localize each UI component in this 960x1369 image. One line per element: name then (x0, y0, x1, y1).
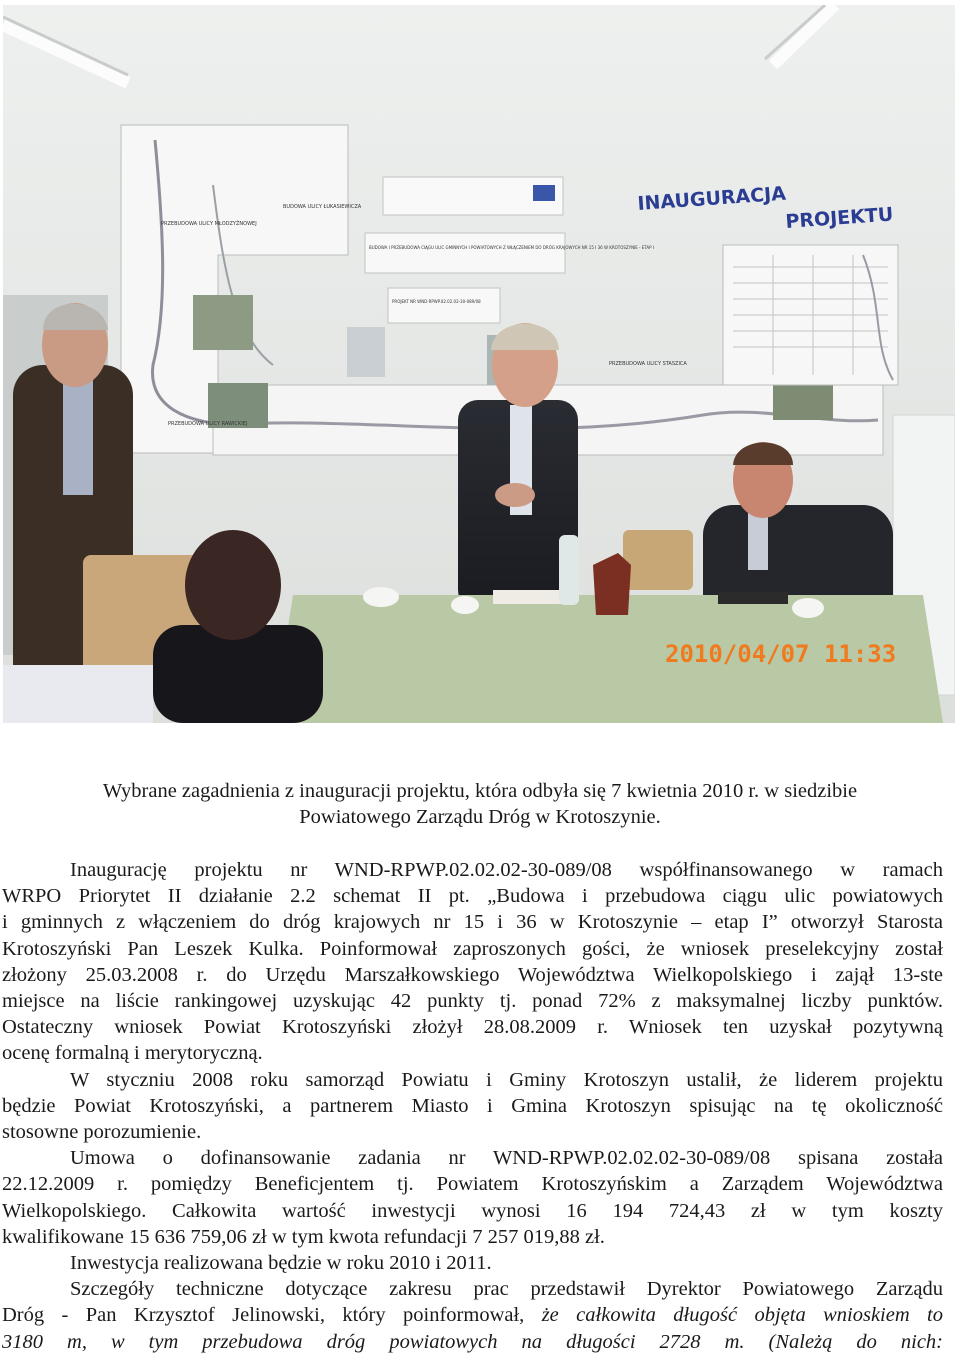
text-line: miejsce na liście rankingowej uzyskując 42 punkty tj. ponad 72% z maksymalnej liczby punktów. (2, 990, 943, 1013)
street-label-mlodzyznowej: PRZEBUDOWA ULICY MŁODZYŻNOWEJ (161, 221, 257, 227)
event-photo (3, 5, 955, 723)
text-line: Umowa o dofinansowanie zadania nr WND-RPWP.02.02.02-30-089/08 spisana została (70, 1147, 943, 1170)
text-line: Inaugurację projektu nr WND-RPWP.02.02.02-30-089/08 współfinansowanego w ramach (70, 859, 943, 881)
photo-timestamp: 2010/04/07 11:33 (665, 640, 897, 668)
cup (451, 596, 479, 614)
wall-title-2: PROJEKTU (784, 203, 894, 233)
text-line: WRPO Priorytet II działanie 2.2 schemat II pt. „Budowa i przebudowa ciągu ulic powiatowych (2, 885, 943, 908)
thumbnail-photo (347, 327, 385, 377)
text-line: ocenę formalną i merytoryczną. (2, 1042, 263, 1065)
text-line (2, 1302, 943, 1328)
eu-flag (533, 185, 555, 201)
text-line: Wielkopolskiego. Całkowita wartość inwestycji wynosi 16 194 724,43 zł w tym koszty (2, 1199, 943, 1222)
wall-title-1: INAUGURACJA (636, 182, 787, 215)
street-label-rawickiej: PRZEBUDOWA ULICY RAWICKIEJ (168, 421, 248, 427)
text-line: Inwestycja realizowana będzie w roku 2010 i 2011. (70, 1252, 492, 1275)
chair (623, 530, 693, 590)
project-header-sheet (365, 233, 565, 273)
caption-line-2: Powiatowego Zarządu Dróg w Krotoszynie. (299, 806, 661, 828)
paragraph-3 (2, 1145, 943, 1250)
text-line: Szczegóły techniczne dotyczące zakresu prac przedstawił Dyrektor Powiatowego Zarządu (70, 1278, 943, 1301)
paragraph-2 (2, 1067, 943, 1146)
text-line: będzie Powiat Krotoszyński, a partnerem Miasto i Gmina Krotoszyn spisując na tę okoliczność (2, 1094, 943, 1117)
text-line: i gminnych z włączeniem do dróg krajowych nr 15 i 36 w Krotoszynie – etap I” otworzył Starosta (2, 911, 943, 934)
cup (363, 587, 399, 607)
wall-map-right (723, 245, 898, 385)
cup (792, 598, 824, 618)
caption-line-1: Wybrane zagadnienia z inauguracji projektu, która odbyła się 7 kwietnia 2010 r. w siedzibie (102, 780, 858, 802)
papers (3, 665, 153, 723)
text-line: stosowne porozumienie. (2, 1121, 202, 1144)
text-line: złożony 25.03.2008 r. do Urzędu Marszałkowskiego Województwa Wielkopolskiego i zajął 13-ste (2, 963, 943, 986)
text-line: Ostateczny wniosek Powiat Krotoszyński złożył 28.08.2009 r. Wniosek ten uzyskał pozytywną (2, 1016, 943, 1039)
paragraph-4 (2, 1250, 943, 1276)
text-line (2, 1329, 943, 1355)
text-run-italic: 3180 m, w tym przebudowa dróg powiatowych na długości 2728 m. (Należą do nich: (2, 1330, 943, 1353)
photo-caption (0, 778, 960, 830)
project-header-label: BUDOWA I PRZEBUDOWA CIĄGU ULIC GMINNYCH I POWIATOWYCH Z WŁĄCZENIEM DO DRÓG KRAJOWYCH NR 15 I 36 W KROTOSZYNIE - ETAP I (369, 245, 655, 250)
text-line: W styczniu 2008 roku samorząd Powiatu i Gminy Krotoszyn ustalił, że liderem projektu (70, 1068, 943, 1091)
project-no-sheet (388, 288, 500, 323)
water-bottle (559, 535, 579, 605)
project-no-label: PROJEKT NR WND-RPWP.02.02.02-30-089/08 (392, 299, 481, 304)
street-label-staszica: PRZEBUDOWA ULICY STASZICA (609, 361, 687, 367)
folder (718, 592, 788, 604)
text-line: kwalifikowane 15 636 759,06 zł w tym kwota refundacji 7 257 019,88 zł. (2, 1225, 605, 1248)
text-line: Krotoszyński Pan Leszek Kulka. Poinformował zaproszonych gości, że wniosek preselekcyjny został (2, 937, 943, 960)
paragraph-1 (2, 857, 943, 1067)
thermos (593, 553, 631, 615)
text-run: Dróg - Pan Krzysztof Jelinowski, który poinformował, (2, 1304, 542, 1327)
paragraph-5 (2, 1276, 943, 1355)
text-line: 22.12.2009 r. pomiędzy Beneficjentem tj. Powiatem Krotoszyńskim a Zarządem Województwa (2, 1173, 943, 1196)
text-run-italic: że całkowita długość objęta wnioskiem to (541, 1304, 943, 1327)
article-body (2, 857, 943, 1355)
street-label-lukasiewicza: BUDOWA ULICY ŁUKASIEWICZA (283, 204, 362, 210)
